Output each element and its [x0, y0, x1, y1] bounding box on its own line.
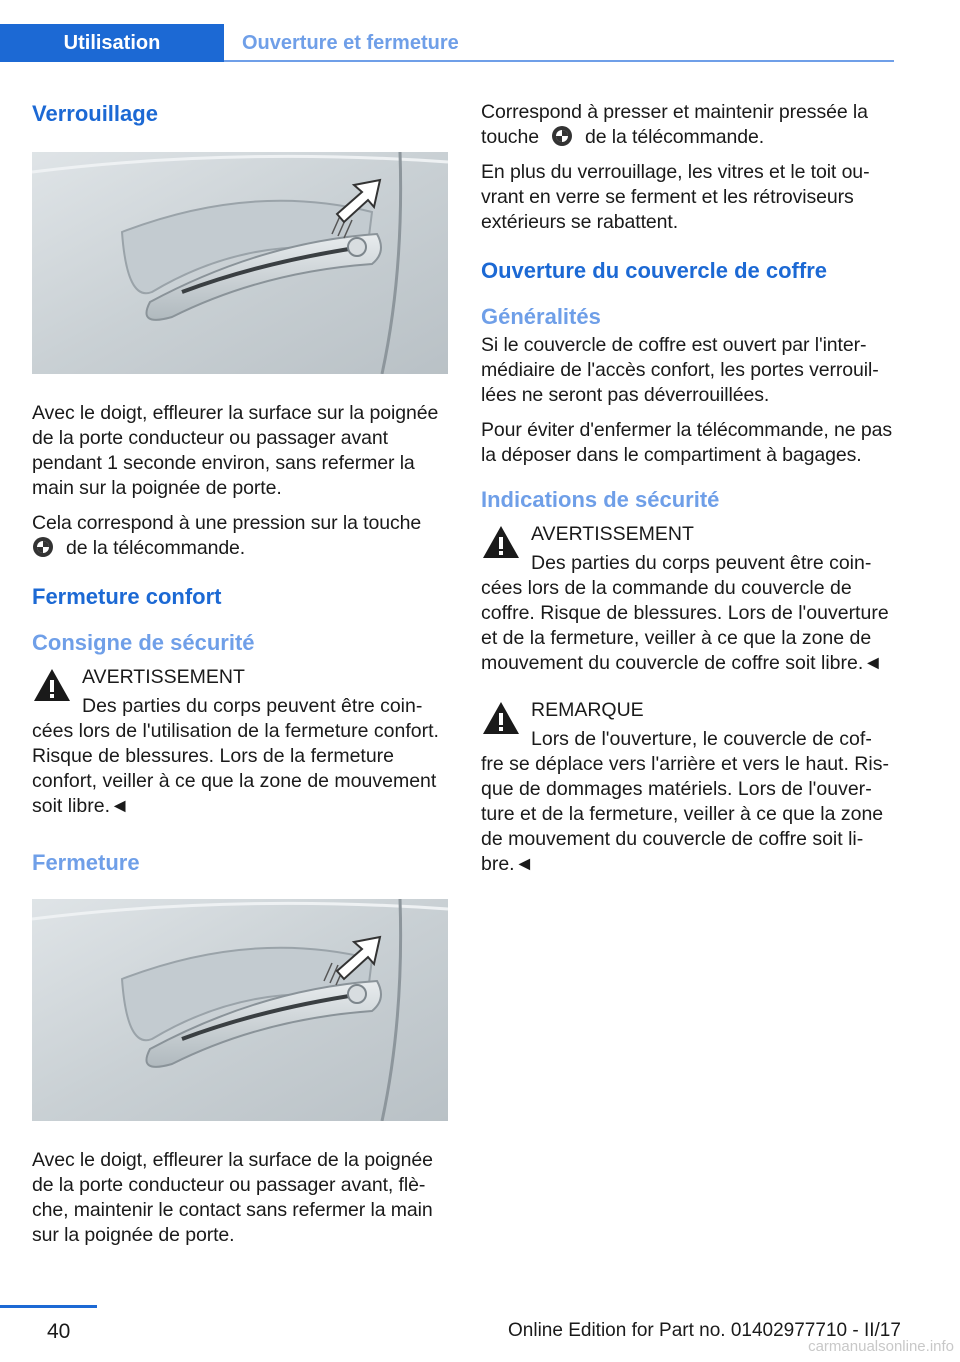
- paragraph-telecommande: Pour éviter d'enfermer la télécommande, ne pas la déposer dans le compartiment à bagages.: [481, 419, 893, 466]
- paragraph-presser-b: de la télécommande.: [584, 126, 765, 148]
- paragraph-presser: [481, 100, 897, 150]
- heading-generalites: Généralités: [481, 304, 601, 329]
- remark-note: [481, 698, 897, 877]
- header-rule: [224, 60, 894, 62]
- warning-text: cées lors de l'utilisation de la fermeture confort. Risque de blessures. Lors de la fermeture confort, veiller à ce que la zone de mouvement soit libre.◄: [32, 720, 439, 817]
- warning-triangle-icon: [481, 700, 521, 736]
- heading-ouverture-coffre: Ouverture du couvercle de coffre: [481, 258, 827, 283]
- paragraph-vitres: En plus du verrouillage, les vitres et le toit ouvrant en verre se ferment et les rétroviseurs extérieurs se rabattent.: [481, 161, 870, 233]
- remark-text: fre se déplace vers l'arrière et vers le haut. Risque de dommages matériels. Lors de l'ouverture et de la fermeture, veiller à ce que la zone de mouvement du couvercle de coffre soit libre.◄: [481, 753, 889, 875]
- paragraph-acces-confort: Si le couvercle de coffre est ouvert par l'intermédiaire de l'accès confort, les portes verrouillées ne seront pas déverrouillées.: [481, 334, 879, 406]
- heading-verrouillage: Verrouillage: [32, 101, 158, 126]
- warning-title: AVERTISSEMENT: [82, 666, 245, 688]
- paragraph-presser-a: Correspond à presser et maintenir pressée la touche: [481, 101, 868, 148]
- page-number: 40: [47, 1320, 71, 1343]
- right-column: [481, 100, 897, 887]
- page-header: [0, 0, 960, 64]
- warning-text-first: Des parties du corps peuvent être coin-: [531, 552, 872, 574]
- warning-text: cées lors de la commande du couvercle de coffre. Risque de blessures. Lors de l'ouverture et de la fermeture, veiller à ce que la zone de mouvement du couvercle de coffre soit libre.◄: [481, 577, 889, 674]
- paragraph-fermeture: Avec le doigt, effleurer la surface de la poignée de la porte conducteur ou passager avant, flèche, maintenir le contact sans refermer la main sur la poignée de porte.: [32, 1149, 433, 1246]
- paragraph-verrouillage: Avec le doigt, effleurer la surface sur la poignée de la porte conducteur ou passager avant pendant 1 seconde environ, sans refermer la main sur la poignée de porte.: [32, 402, 439, 499]
- warning-note-2: [481, 522, 897, 676]
- remark-text-first: Lors de l'ouverture, le couvercle de cof-: [531, 728, 872, 750]
- heading-fermeture: Fermeture: [32, 850, 140, 875]
- heading-consigne-securite: Consigne de sécurité: [32, 630, 255, 655]
- door-handle-arrow-image: [32, 899, 448, 1121]
- bmw-lock-button-icon: [32, 536, 54, 558]
- warning-triangle-icon: [481, 524, 521, 560]
- paragraph-correspond-a: Cela correspond à une pression sur la touche: [32, 512, 422, 534]
- bmw-unlock-button-icon: [551, 125, 573, 147]
- left-column: [32, 100, 448, 1258]
- paragraph-correspond: [32, 511, 448, 561]
- heading-fermeture-confort: Fermeture confort: [32, 584, 222, 609]
- tab-utilisation[interactable]: Utilisation: [0, 24, 224, 62]
- edition-text: Online Edition for Part no. 01402977710 - II/17: [508, 1320, 901, 1341]
- footer-rule: [0, 1305, 97, 1308]
- heading-indications-securite: Indications de sécurité: [481, 487, 720, 512]
- warning-title: AVERTISSEMENT: [531, 523, 694, 545]
- tab-ouverture-fermeture[interactable]: Ouverture et fermeture: [242, 31, 459, 54]
- warning-triangle-icon: [32, 667, 72, 703]
- paragraph-correspond-b: de la télécommande.: [66, 537, 246, 559]
- door-handle-image: [32, 152, 448, 374]
- watermark: carmanualsonline.info: [808, 1338, 954, 1355]
- warning-text-first: Des parties du corps peuvent être coin-: [82, 695, 423, 717]
- remark-title: REMARQUE: [531, 699, 644, 721]
- warning-note-1: [32, 665, 448, 819]
